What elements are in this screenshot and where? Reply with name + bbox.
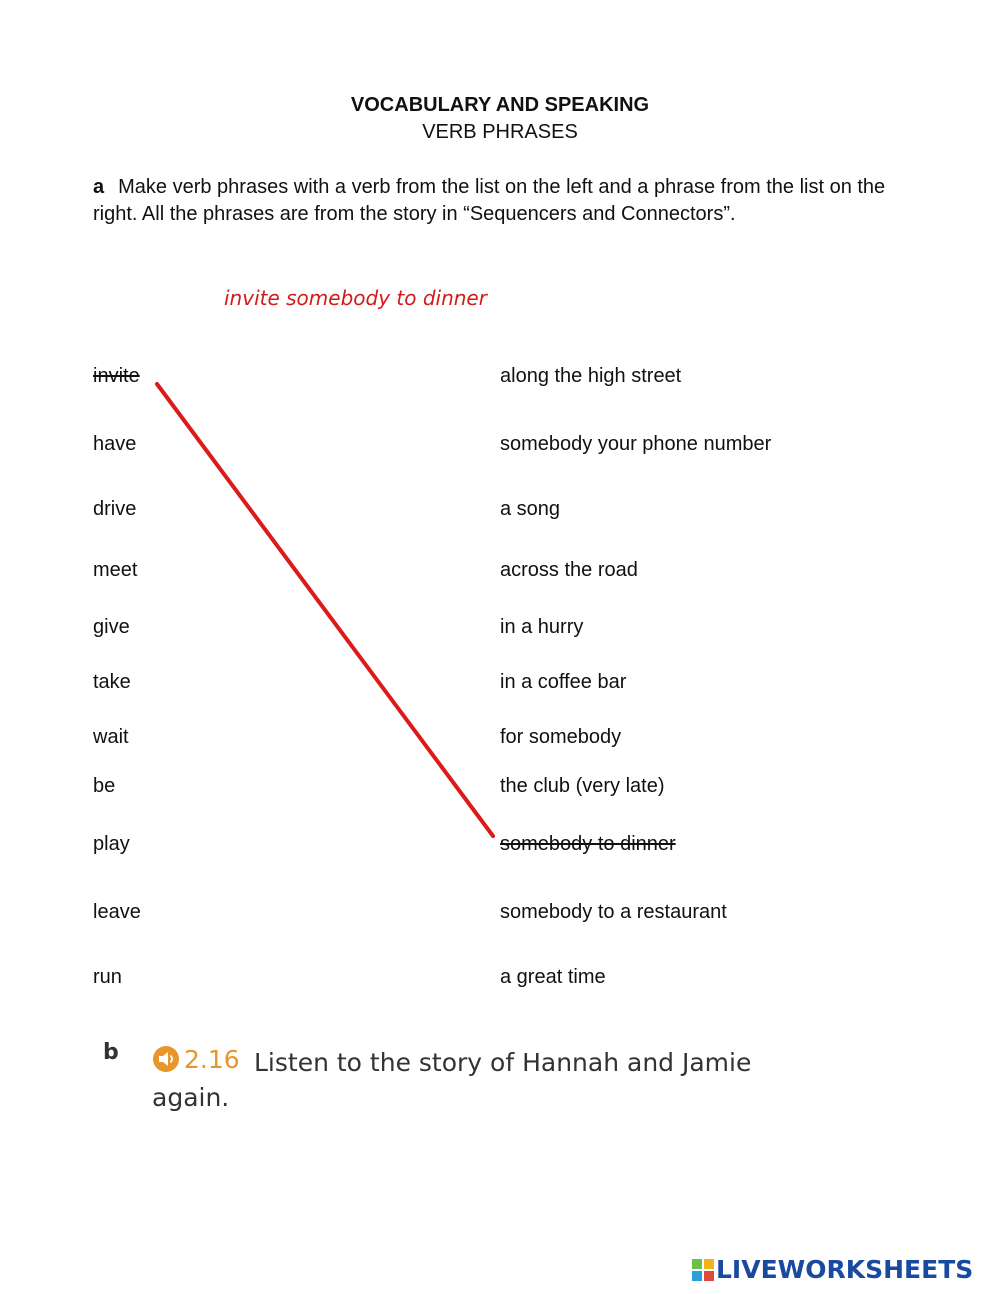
phrase-item[interactable]: for somebody xyxy=(500,726,622,748)
verb-item[interactable]: be xyxy=(93,775,116,797)
instruction-text: Make verb phrases with a verb from the list on the left and a phrase from the list on the right. All the phrases are from the story in “Sequencers and Connectors”. xyxy=(93,176,886,225)
verb-item[interactable]: give xyxy=(93,616,130,638)
phrase-item[interactable]: somebody your phone number xyxy=(500,433,772,455)
brand-name: LIVEWORKSHEETS xyxy=(716,1255,974,1284)
answer-example: invite somebody to dinner xyxy=(224,286,487,310)
page-title: VOCABULARY AND SPEAKING xyxy=(350,94,650,116)
verb-item[interactable]: have xyxy=(93,433,137,455)
track-number: 2.16 xyxy=(184,1045,240,1074)
verb-item[interactable]: take xyxy=(93,671,131,693)
page-subtitle: VERB PHRASES xyxy=(422,121,578,143)
match-line-stroke xyxy=(157,384,493,836)
phrase-item[interactable]: a great time xyxy=(500,966,606,988)
phrase-item[interactable]: in a hurry xyxy=(500,616,584,638)
brand-logo[interactable] xyxy=(692,1255,973,1284)
verb-item[interactable]: run xyxy=(93,966,122,988)
phrase-item[interactable]: along the high street xyxy=(500,365,682,387)
phrase-item[interactable]: a song xyxy=(500,498,561,520)
section-letter-b: b xyxy=(103,1040,119,1065)
phrase-item[interactable]: across the road xyxy=(500,559,638,581)
verb-item[interactable]: play xyxy=(93,833,130,855)
phrase-item[interactable]: in a coffee bar xyxy=(500,671,627,693)
verb-item[interactable]: wait xyxy=(93,726,129,748)
liveworksheets-logo-icon xyxy=(692,1259,714,1281)
verb-item[interactable]: leave xyxy=(93,901,141,923)
speaker-icon[interactable] xyxy=(152,1045,180,1073)
verb-item[interactable]: drive xyxy=(93,498,137,520)
section-letter-a: a xyxy=(93,176,105,198)
instruction-b: Listen to the story of Hannah and Jamie again. xyxy=(152,1048,752,1112)
verb-item[interactable]: meet xyxy=(93,559,138,581)
phrase-item[interactable]: the club (very late) xyxy=(500,775,665,797)
phrase-item[interactable]: somebody to a restaurant xyxy=(500,901,727,923)
phrase-item[interactable]: somebody to dinner xyxy=(500,833,676,855)
verb-item[interactable]: invite xyxy=(93,365,140,387)
